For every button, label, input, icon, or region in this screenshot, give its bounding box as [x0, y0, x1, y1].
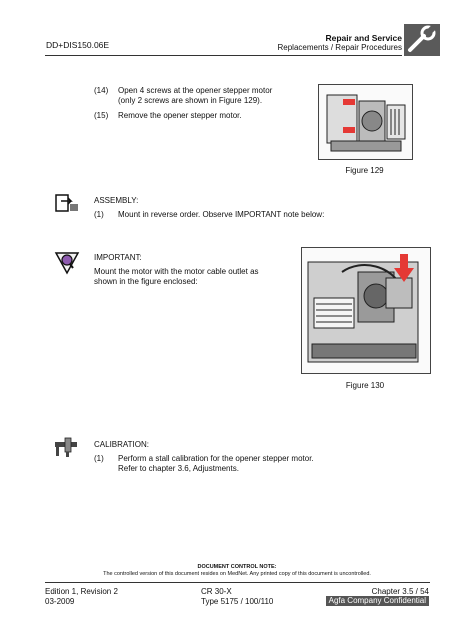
- step-text-line: (only 2 screws are shown in Figure 129).: [118, 96, 263, 105]
- document-control-text: The controlled version of this document resides on MedNet. Any printed copy of this document is uncontrolled.: [103, 571, 371, 577]
- footer-type: Type 5175 / 100/110: [201, 597, 274, 606]
- important-text-line: shown in the figure enclosed:: [94, 277, 198, 286]
- figure-129-image: [318, 84, 413, 160]
- footer-model: CR 30-X: [201, 587, 232, 596]
- step-number: (15): [94, 111, 109, 120]
- confidential-badge: Agfa Company Confidential: [326, 596, 429, 606]
- header-subtitle: Replacements / Repair Procedures: [277, 43, 402, 52]
- footer-edition: Edition 1, Revision 2: [45, 587, 118, 596]
- caliper-icon: [53, 436, 79, 458]
- magnifier-icon: [54, 249, 80, 275]
- step-text-line: Remove the opener stepper motor.: [118, 111, 242, 120]
- header-title: Repair and Service: [325, 33, 402, 43]
- assembly-text: Mount in reverse order. Observe IMPORTANT note below:: [118, 210, 325, 219]
- document-id: DD+DIS150.06E: [46, 40, 110, 50]
- footer-divider: [45, 582, 430, 583]
- footer-chapter: Chapter 3.5 / 54: [371, 587, 429, 596]
- figure-129-caption: Figure 129: [345, 166, 384, 175]
- important-text-line: Mount the motor with the motor cable outlet as: [94, 267, 259, 276]
- wrench-icon: [404, 24, 440, 56]
- assembly-icon: [55, 193, 79, 215]
- figure-130-image: [301, 247, 431, 374]
- footer-date: 03-2009: [45, 597, 75, 606]
- assembly-heading: ASSEMBLY:: [94, 196, 139, 205]
- calibration-text-line: Perform a stall calibration for the opener stepper motor.: [118, 454, 314, 463]
- document-control-title: DOCUMENT CONTROL NOTE:: [197, 564, 277, 570]
- calibration-text-line: Refer to chapter 3.6, Adjustments.: [118, 464, 239, 473]
- calibration-heading: CALIBRATION:: [94, 440, 149, 449]
- step-number: (1): [94, 210, 104, 219]
- step-text-line: Open 4 screws at the opener stepper motor: [118, 86, 273, 95]
- header-divider: [45, 55, 402, 56]
- step-number: (14): [94, 86, 109, 95]
- figure-130-caption: Figure 130: [345, 381, 385, 390]
- important-heading: IMPORTANT:: [94, 253, 142, 262]
- step-number: (1): [94, 454, 104, 463]
